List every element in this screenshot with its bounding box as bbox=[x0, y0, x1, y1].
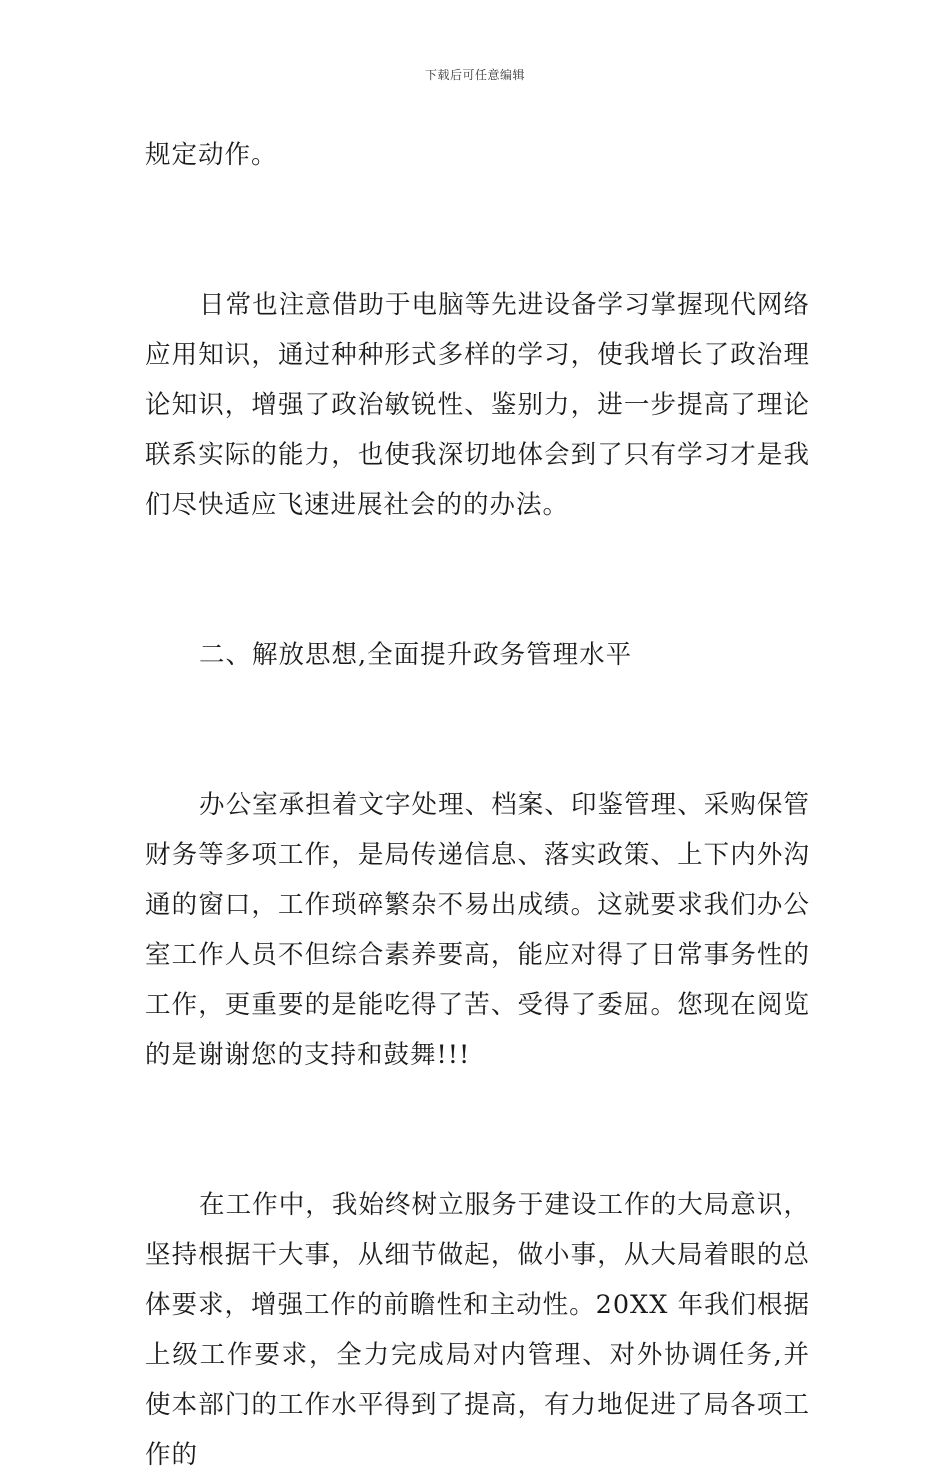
paragraph-work: 在工作中，我始终树立服务于建设工作的大局意识，坚持根据干大事，从细节做起，做小事，从大局着眼的总体要求，增强工作的前瞻性和主动性。20XX 年我们根据上级工作要求，全力完成局对内管理、对外协调任务,并使本部门的工作水平得到了提高，有力地促进了局各项工作的 bbox=[145, 1190, 810, 1470]
paragraph-gap bbox=[145, 680, 810, 780]
paragraph-continuation: 规定动作。 bbox=[145, 140, 278, 170]
paragraph-gap bbox=[145, 180, 810, 280]
section-heading: 二、解放思想,全面提升政务管理水平 bbox=[199, 640, 633, 670]
document-body bbox=[145, 130, 810, 1480]
paragraph-study: 日常也注意借助于电脑等先进设备学习掌握现代网络应用知识，通过种种形式多样的学习，使我增长了政治理论知识，增强了政治敏锐性、鉴别力，进一步提高了理论联系实际的能力，也使我深切地体会到了只有学习才是我们尽快适应飞速进展社会的的办法。 bbox=[145, 290, 810, 520]
header-note: 下载后可任意编辑 bbox=[424, 68, 525, 82]
paragraph-office: 办公室承担着文字处理、档案、印鉴管理、采购保管财务等多项工作，是局传递信息、落实政策、上下内外沟通的窗口，工作琐碎繁杂不易出成绩。这就要求我们办公室工作人员不但综合素养要高，能应对得了日常事务性的工作，更重要的是能吃得了苦、受得了委屈。您现在阅览的是谢谢您的支持和鼓舞!!! bbox=[145, 790, 810, 1070]
paragraph-gap bbox=[145, 1080, 810, 1180]
paragraph-gap bbox=[145, 530, 810, 630]
